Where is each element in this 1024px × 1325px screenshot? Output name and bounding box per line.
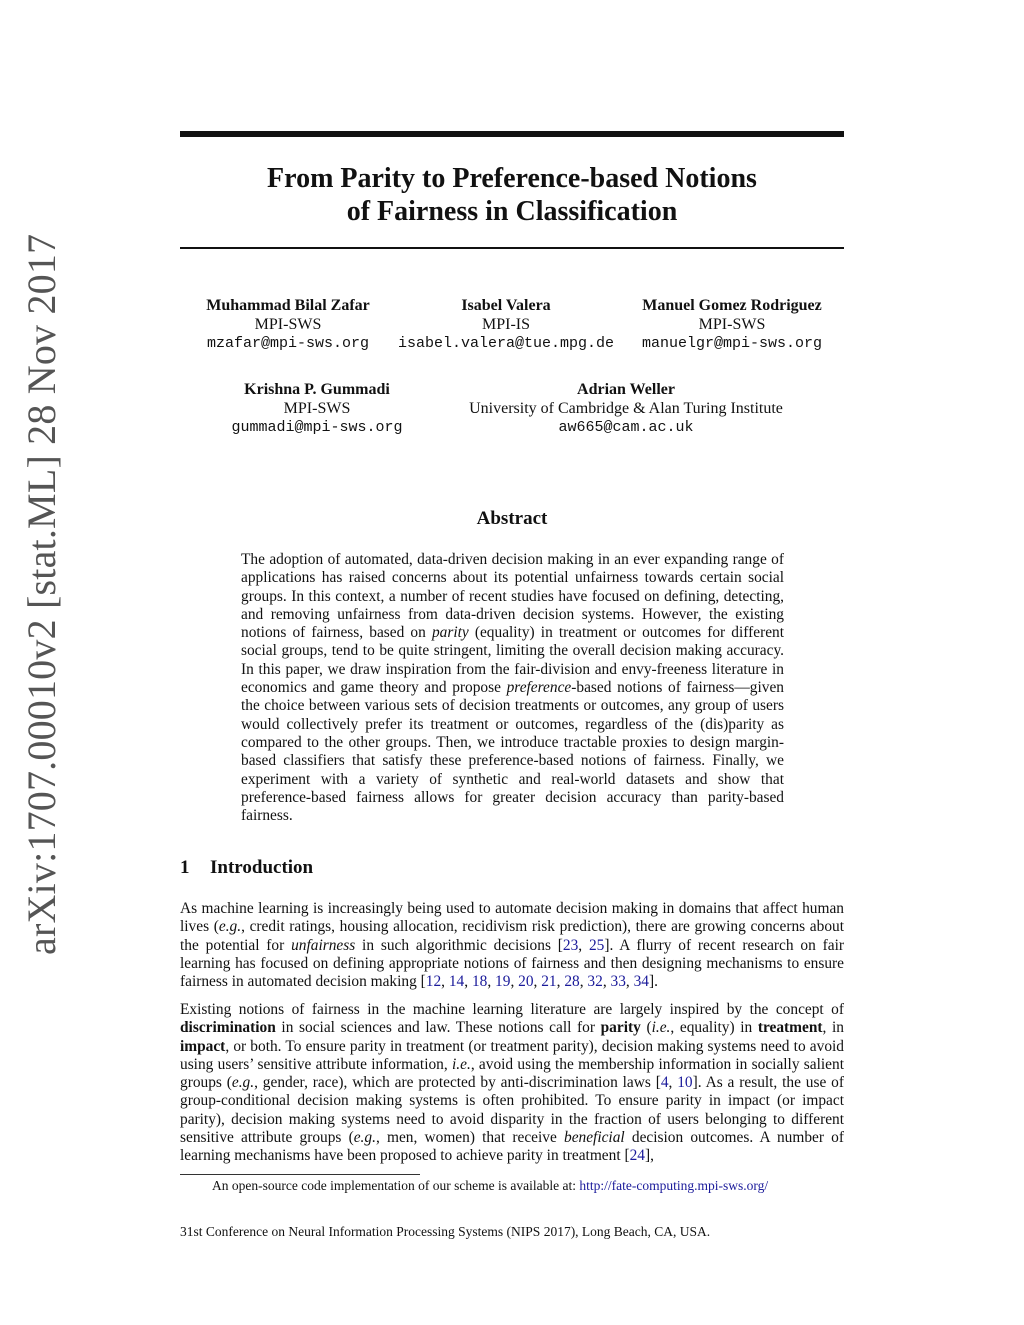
code-url-link[interactable]: http://fate-computing.mpi-sws.org/ [579, 1178, 769, 1193]
citation-link[interactable]: 21 [541, 973, 557, 991]
paper-title [180, 162, 844, 228]
author-email[interactable]: gummadi@mpi-sws.org [231, 419, 403, 436]
author-email[interactable]: aw665@cam.ac.uk [558, 419, 694, 436]
footnote-text: An open-source code implementation of our scheme is available at: [212, 1178, 580, 1193]
author-name: Manuel Gomez Rodriguez [642, 297, 822, 314]
author-block-gummadi [231, 380, 402, 437]
title-bottom-rule [180, 247, 844, 249]
footnote-rule [180, 1174, 420, 1175]
citation-link[interactable]: 25 [588, 936, 605, 954]
author-affiliation: MPI-IS [481, 316, 531, 333]
footnote [212, 1178, 768, 1194]
title-line-2: of Fairness in Classification [346, 196, 678, 227]
author-name: Muhammad Bilal Zafar [206, 297, 370, 314]
intro-paragraph-1: As machine learning is increasingly being used to automate decision making in domains that affect human lives (e.g., credit ratings, housing allocation, recidivism risk prediction), there are growing concerns about the potential for unfairness in such algorithmic decisions [23, 25]. A flurry of recent research on fair learning has focused on defining appropriate notions of fairness and then designing mechanisms to ensure fairness in automated decision making [12, 14, 18, 19, 20, 21, 28, 32, 33, 34]. [180, 900, 845, 991]
citation-link[interactable]: 28 [564, 973, 580, 991]
section-heading-introduction [180, 857, 313, 879]
citation-link[interactable]: 32 [587, 973, 603, 991]
abstract-emphasis: preference [506, 679, 572, 697]
citation-link[interactable]: 14 [448, 973, 465, 991]
author-affiliation: MPI-SWS [254, 316, 322, 333]
title-top-rule [180, 131, 844, 137]
citation-link[interactable]: 12 [425, 973, 442, 991]
citation-link[interactable]: 19 [495, 973, 511, 991]
citation-link[interactable]: 23 [562, 936, 579, 954]
author-name: Adrian Weller [577, 381, 675, 398]
abstract-segment: The adoption of automated, data-driven decision making in an ever expanding range of applications has raised concerns about its potential unfairness towards certain social groups. In this context, a number of recent studies have focused on defining, detecting, and removing unfairness from data-driven decision systems. However, the existing notions of fairness, based on [241, 551, 784, 642]
arxiv-identifier: arXiv:1707.00010v2 [stat.ML] 28 Nov 2017 [19, 233, 64, 955]
author-block-gomez-rodriguez [642, 296, 822, 353]
author-block-weller [469, 380, 783, 437]
title-line-1: From Parity to Preference-based Notions [267, 163, 757, 194]
author-email[interactable]: mzafar@mpi-sws.org [206, 335, 370, 352]
citation-link[interactable]: 33 [610, 973, 626, 991]
citation-link[interactable]: 34 [633, 973, 649, 991]
citation-link[interactable]: 4 [660, 1074, 669, 1092]
author-name: Isabel Valera [461, 297, 551, 314]
citation-link[interactable]: 10 [677, 1074, 693, 1092]
abstract-segment: (equality) in treatment or outcomes for different social groups, tend to be quite stringent, limiting the overall decision making accuracy. In this paper, we draw inspiration from the fair-division and envy-freeness literature in economics and game theory and propose [241, 624, 784, 697]
citation-link[interactable]: 20 [518, 973, 534, 991]
section-number: 1 [180, 857, 190, 878]
author-name: Krishna P. Gummadi [244, 381, 390, 398]
author-affiliation: MPI-SWS [698, 316, 766, 333]
section-title: Introduction [210, 857, 314, 878]
author-email[interactable]: manuelgr@mpi-sws.org [641, 335, 823, 352]
intro-paragraph-2: Existing notions of fairness in the machine learning literature are largely inspired by the concept of discrimination in social sciences and law. These notions call for parity (i.e., equality) in treatment, in impact, or both. To ensure parity in treatment (or treatment parity), decision making systems need to avoid using users’ sensitive attribute information, i.e., avoid using the membership information in socially salient groups (e.g., gender, race), which are protected by anti-discrimination laws [4, 10]. As a result, the use of group-conditional decision making systems is often prohibited. To ensure parity in impact (or impact parity), decision making systems need to avoid disparity in the fraction of users belonging to different sensitive attribute groups (e.g., men, women) that receive beneficial decision outcomes. A number of learning mechanisms have been proposed to achieve parity in treatment [24], [180, 1001, 844, 1165]
abstract-heading: Abstract [476, 508, 548, 529]
author-block-zafar [206, 296, 370, 353]
author-affiliation: University of Cambridge & Alan Turing Institute [469, 400, 783, 417]
citation-link[interactable]: 24 [629, 1147, 645, 1165]
citation-list: 12, 14, 18, 19, 20, 21, 28, 32, 33, 34 [425, 973, 649, 991]
citation-link[interactable]: 18 [471, 973, 488, 991]
author-block-valera [398, 296, 614, 353]
conference-note: 31st Conference on Neural Information Processing Systems (NIPS 2017), Long Beach, CA, USA. [180, 1224, 711, 1239]
abstract-text [241, 551, 784, 825]
author-affiliation: MPI-SWS [283, 400, 351, 417]
abstract-segment: -based notions of fairness—given the choice between various sets of decision treatments or outcomes, any group of users would collectively prefer its treatment or outcomes, regardless of the (dis)parity as compared to the other groups. Then, we introduce tractable proxies to design margin-based classifiers that satisfy these preference-based notions of fairness. Finally, we experiment with a variety of synthetic and real-world datasets and show that preference-based fairness allows for greater decision accuracy than parity-based fairness. [241, 679, 784, 825]
author-email[interactable]: isabel.valera@tue.mpg.de [397, 335, 615, 352]
abstract-emphasis: parity [431, 624, 469, 642]
